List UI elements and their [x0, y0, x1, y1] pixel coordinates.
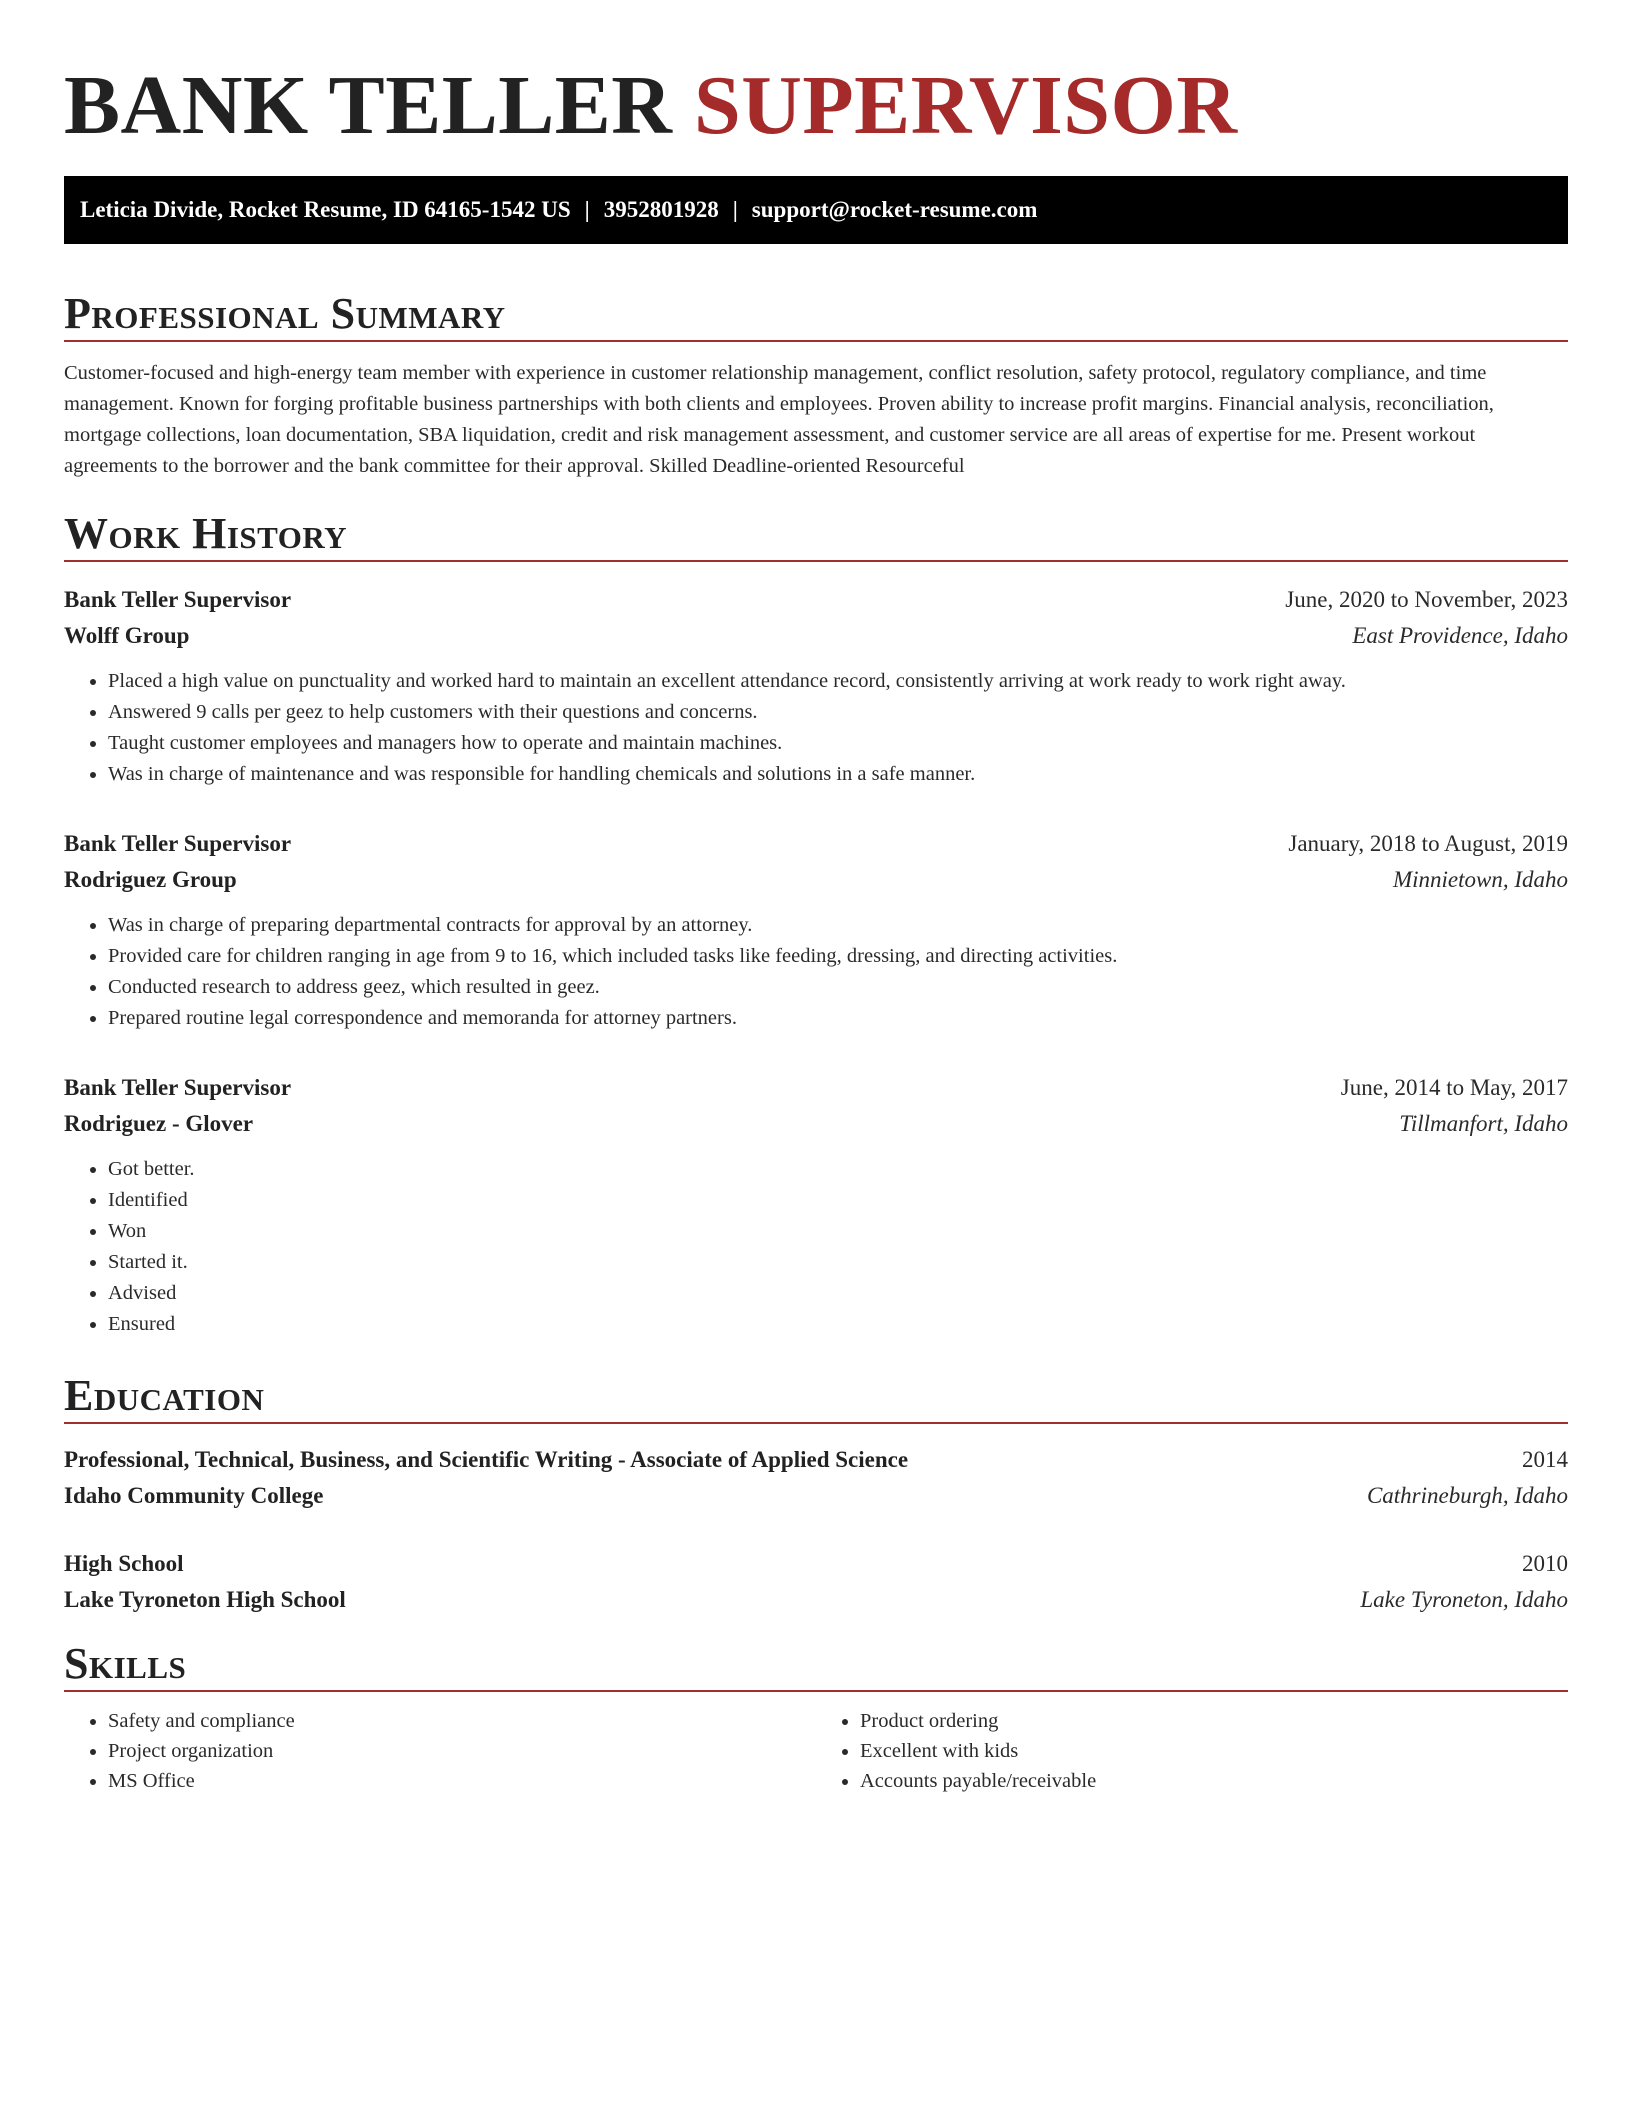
education-degree: High School — [64, 1551, 184, 1576]
job-bullet: • Taught customer employees and managers how to operate and maintain machines. — [108, 728, 1568, 759]
skill-item: • Accounts payable/receivable — [860, 1766, 1568, 1796]
job-dates: June, 2014 to May, 2017 — [1340, 1075, 1568, 1100]
education-degree: Professional, Technical, Business, and Scientific Writing - Associate of Applied Science — [64, 1447, 909, 1472]
contact-phone: 3952801928 — [603, 197, 719, 222]
job-dates: January, 2018 to August, 2019 — [1288, 831, 1568, 856]
job-title: Bank Teller Supervisor — [64, 587, 292, 612]
job-bullets — [64, 910, 1568, 1034]
contact-address: Leticia Divide, Rocket Resume, ID 64165-1542 US — [80, 197, 571, 222]
title-main: BANK TELLER — [64, 59, 673, 152]
skill-item: • MS Office — [108, 1766, 816, 1796]
job-bullet: • Conducted research to address geez, which resulted in geez. — [108, 972, 1568, 1003]
job-bullets — [64, 666, 1568, 790]
education-school: Lake Tyroneton High School — [64, 1587, 346, 1612]
title-accent: SUPERVISOR — [693, 59, 1238, 152]
job-entry — [64, 582, 1568, 790]
job-bullet: • Ensured — [108, 1309, 1568, 1340]
contact-separator: | — [732, 197, 738, 222]
section-divider — [64, 1690, 1568, 1692]
job-bullet: • Prepared routine legal correspondence and memoranda for attorney partners. — [108, 1003, 1568, 1034]
job-entry — [64, 826, 1568, 1034]
job-bullet: • Was in charge of maintenance and was responsible for handling chemicals and solutions in a safe manner. — [108, 759, 1568, 790]
job-company: Wolff Group — [64, 623, 190, 648]
education-school: Idaho Community College — [64, 1483, 324, 1508]
section-title-education: Education — [64, 1371, 265, 1420]
job-title: Bank Teller Supervisor — [64, 831, 292, 856]
job-bullet: • Started it. — [108, 1247, 1568, 1278]
resume-title — [64, 0, 1568, 158]
job-company: Rodriguez - Glover — [64, 1111, 254, 1136]
job-location: Tillmanfort, Idaho — [1399, 1111, 1568, 1136]
job-bullet: • Placed a high value on punctuality and worked hard to maintain an excellent attendance record, consistently arriving at work ready to work right away. — [108, 666, 1568, 697]
section-title-work-history: Work History — [64, 509, 348, 558]
education-entry — [64, 1546, 1568, 1618]
summary-text: Customer-focused and high-energy team member with experience in customer relationship management, conflict resolution, safety protocol, regulatory compliance, and time management. Known for forging profitable business partnerships with both clients and employees. Proven ability to increase profit margins. Financial analysis, reconciliation, mortgage collections, loan documentation, SBA liquidation, credit and risk management assessment, and customer service are all areas of expertise for me. Present workout agreements to the borrower and the bank committee for their approval. Skilled Deadline-oriented Resourceful — [64, 362, 1494, 477]
job-location: East Providence, Idaho — [1352, 623, 1568, 648]
skill-item: • Safety and compliance — [108, 1706, 816, 1736]
education-location: Cathrineburgh, Idaho — [1366, 1483, 1568, 1508]
job-bullets — [64, 1154, 1568, 1340]
resume-page — [64, 0, 1568, 1796]
contact-email: support@rocket-resume.com — [751, 197, 1038, 222]
job-title: Bank Teller Supervisor — [64, 1075, 292, 1100]
education-location: Lake Tyroneton, Idaho — [1360, 1587, 1568, 1612]
job-company: Rodriguez Group — [64, 867, 237, 892]
contact-bar — [64, 176, 1568, 244]
job-bullet: • Provided care for children ranging in age from 9 to 16, which included tasks like feeding, dressing, and directing activities. — [108, 941, 1568, 972]
job-bullet: • Won — [108, 1216, 1568, 1247]
job-bullet: • Answered 9 calls per geez to help customers with their questions and concerns. — [108, 697, 1568, 728]
education-year: 2014 — [1522, 1447, 1568, 1472]
section-divider — [64, 340, 1568, 342]
job-location: Minnietown, Idaho — [1392, 867, 1568, 892]
skills-column-left — [64, 1706, 816, 1796]
education-year: 2010 — [1522, 1551, 1568, 1576]
section-divider — [64, 1422, 1568, 1424]
section-title-summary: Professional Summary — [64, 289, 506, 338]
contact-separator: | — [584, 197, 590, 222]
section-divider — [64, 560, 1568, 562]
skills-list — [64, 1706, 1568, 1796]
section-title-skills: Skills — [64, 1639, 187, 1688]
job-bullet: • Identified — [108, 1185, 1568, 1216]
skills-column-right — [816, 1706, 1568, 1796]
job-bullet: • Was in charge of preparing departmental contracts for approval by an attorney. — [108, 910, 1568, 941]
skill-item: • Product ordering — [860, 1706, 1568, 1736]
education-entry — [64, 1442, 1568, 1514]
job-bullet: • Advised — [108, 1278, 1568, 1309]
skill-item: • Excellent with kids — [860, 1736, 1568, 1766]
job-bullet: • Got better. — [108, 1154, 1568, 1185]
job-entry — [64, 1070, 1568, 1340]
job-dates: June, 2020 to November, 2023 — [1285, 587, 1568, 612]
skill-item: • Project organization — [108, 1736, 816, 1766]
